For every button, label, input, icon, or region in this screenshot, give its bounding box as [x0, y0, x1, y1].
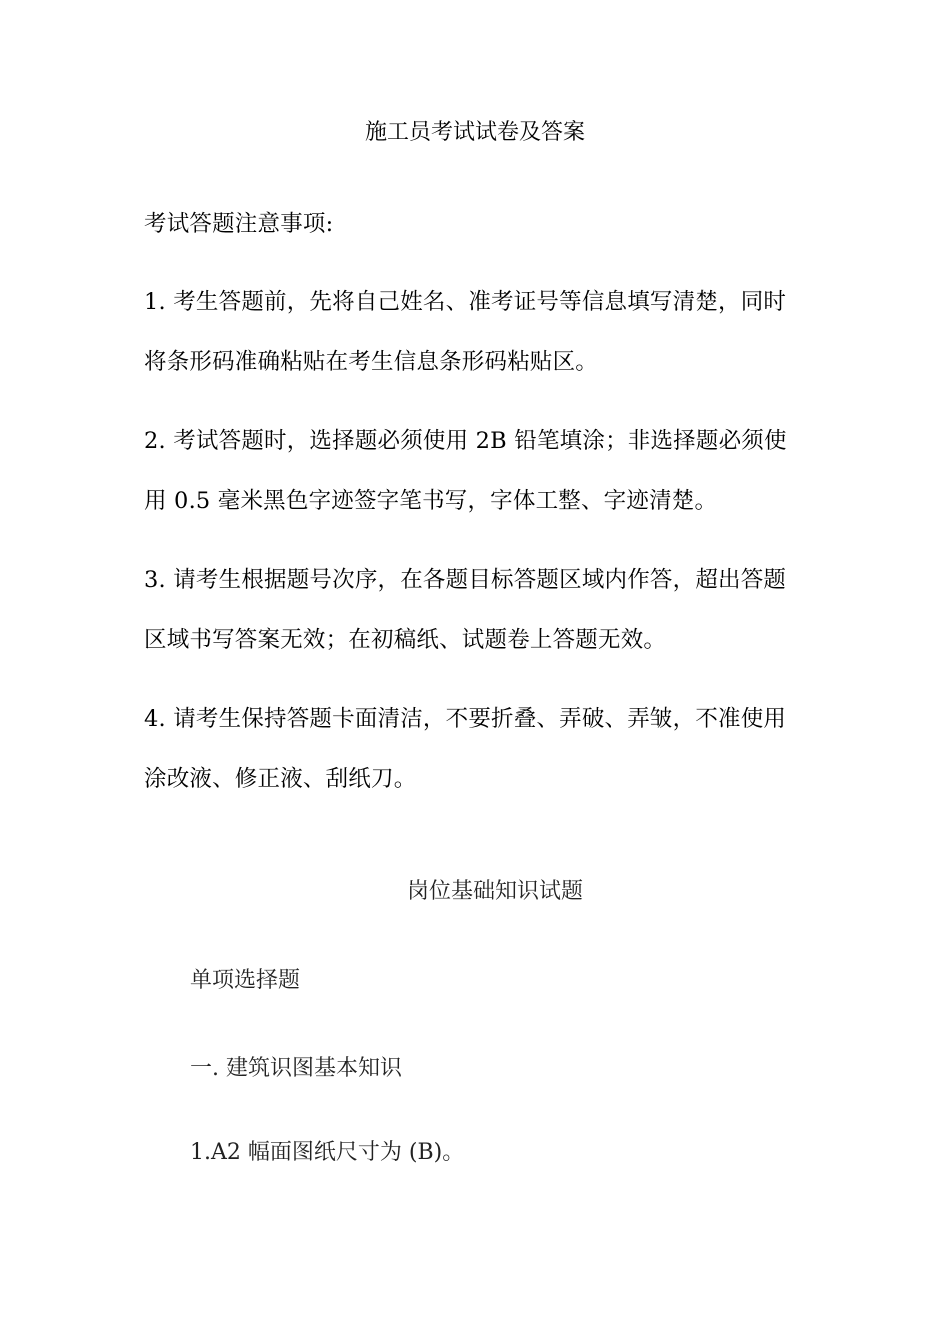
notice-1-line-2: 将条形码准确粘贴在考生信息条形码粘贴区。: [144, 349, 599, 375]
section-title: 岗位基础知识试题: [407, 879, 584, 904]
notice-4-line-2: 涂改液、修正液、刮纸刀。: [144, 766, 417, 792]
notice-2-line-2: 用 0.5 毫米黑色字迹签字笔书写，字体工整、字迹清楚。: [144, 488, 718, 514]
chapter-heading: 一. 建筑识图基本知识: [190, 1056, 402, 1081]
notice-3-line-2: 区域书写答案无效；在初稿纸、试题卷上答题无效。: [144, 627, 667, 653]
notice-heading: 考试答题注意事项:: [144, 211, 334, 237]
question-1: 1.A2 幅面图纸尺寸为 (B)。: [190, 1140, 465, 1165]
question-type-heading: 单项选择题: [190, 968, 301, 993]
notice-4-line-1: 4. 请考生保持答题卡面清洁，不要折叠、弄破、弄皱，不准使用: [144, 706, 787, 732]
document-title: 施工员考试试卷及答案: [364, 120, 585, 145]
notice-2-line-1: 2. 考试答题时，选择题必须使用 2B 铅笔填涂；非选择题必须使: [144, 428, 787, 454]
notice-1-line-1: 1. 考生答题前，先将自己姓名、准考证号等信息填写清楚，同时: [144, 289, 787, 315]
notice-3-line-1: 3. 请考生根据题号次序，在各题目标答题区域内作答，超出答题: [144, 567, 787, 593]
